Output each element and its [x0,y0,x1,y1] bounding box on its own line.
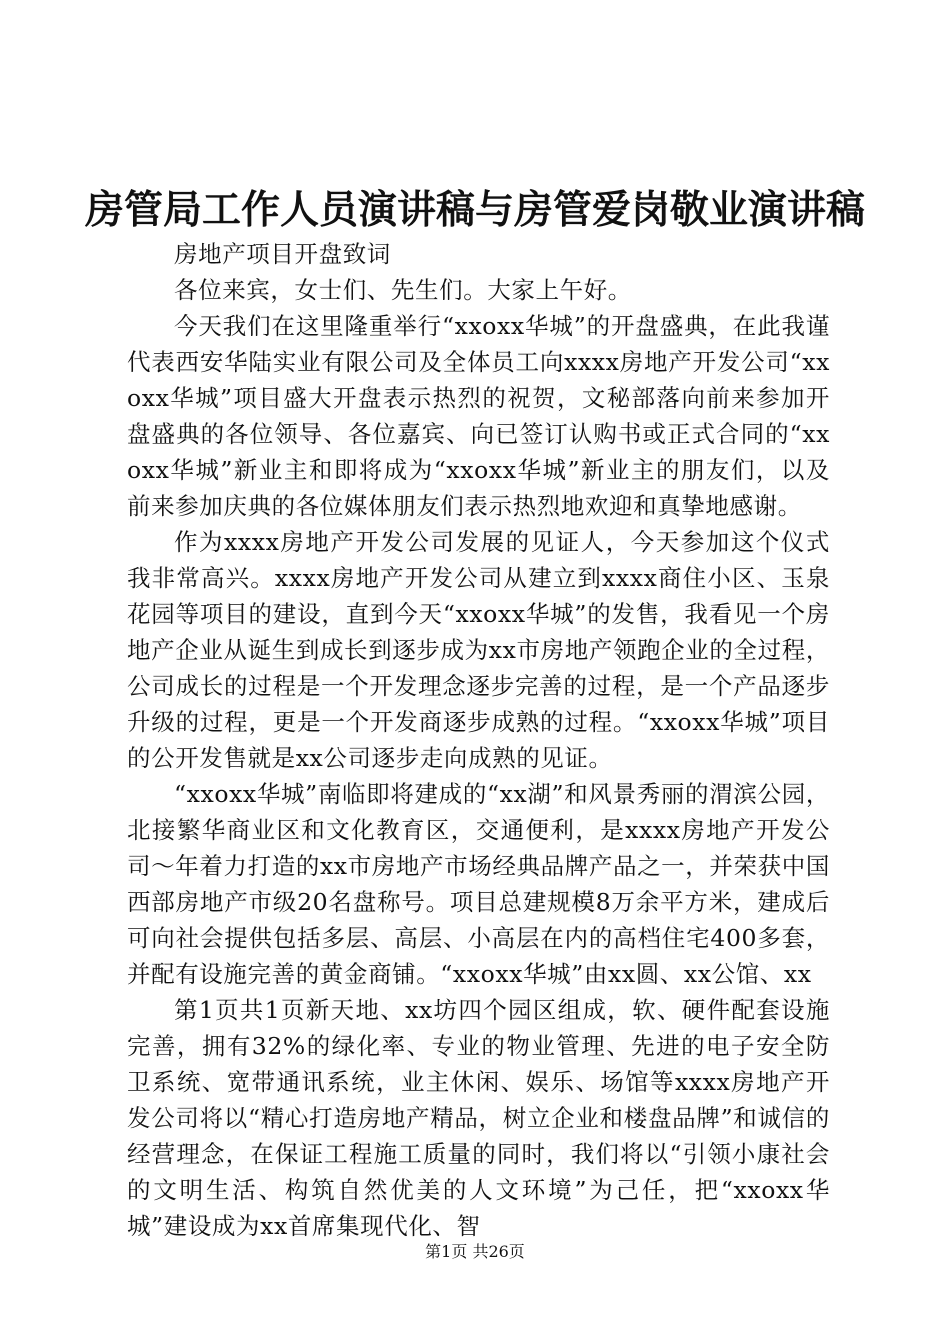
paragraph-heading: 房地产项目开盘致词 [174,240,391,268]
paragraph: “xxoxx华城”南临即将建成的“xx湖”和风景秀丽的渭滨公园，北接繁华商业区和文化教育区，交通便利，是xxxx房地产开发公司～年着力打造的xx市房地产市场经典品牌产品之一，并荣获中国西部房地产市级20名盘称号。项目总建规模8万余平方米，建成后可向社会提供包括多层、高层、小高层在内的高档住宅400多套，并配有设施完善的黄金商铺。“xxoxx华城”由xx圆、xx公馆、xx [127,780,830,988]
document-body [127,236,830,1244]
paragraph: 第1页共1页新天地、xx坊四个园区组成，软、硬件配套设施完善，拥有32%的绿化率、专业的物业管理、先进的电子安全防卫系统、宽带通讯系统，业主休闲、娱乐、场馆等xxxx房地产开发公司将以“精心打造房地产精品，树立企业和楼盘品牌”和诚信的经营理念，在保证工程施工质量的同时，我们将以“引领小康社会的文明生活、构筑自然优美的人文环境”为己任，把“xxoxx华城”建设成为xx首席集现代化、智 [127,996,830,1240]
page-number-footer: 第1页 共26页 [425,1242,525,1261]
document-title: 房管局工作人员演讲稿与房管爱岗敬业演讲稿 [84,187,865,233]
paragraph: 作为xxxx房地产开发公司发展的见证人，今天参加这个仪式我非常高兴。xxxx房地产开发公司从建立到xxxx商住小区、玉泉花园等项目的建设，直到今天“xxoxx华城”的发售，我看见一个房地产企业从诞生到成长到逐步成为xx市房地产领跑企业的全过程，公司成长的过程是一个开发理念逐步完善的过程，是一个产品逐步升级的过程，更是一个开发商逐步成熟的过程。“xxoxx华城”项目的公开发售就是xx公司逐步走向成熟的见证。 [127,528,830,772]
paragraph: 今天我们在这里隆重举行“xxoxx华城”的开盘盛典，在此我谨代表西安华陆实业有限公司及全体员工向xxxx房地产开发公司“xxoxx华城”项目盛大开盘表示热烈的祝贺，文秘部落向前来参加开盘盛典的各位领导、各位嘉宾、向已签订认购书或正式合同的“xxoxx华城”新业主和即将成为“xxoxx华城”新业主的朋友们，以及前来参加庆典的各位媒体朋友们表示热烈地欢迎和真挚地感谢。 [127,312,830,520]
paragraph-greeting: 各位来宾，女士们、先生们。大家上午好。 [174,276,632,304]
